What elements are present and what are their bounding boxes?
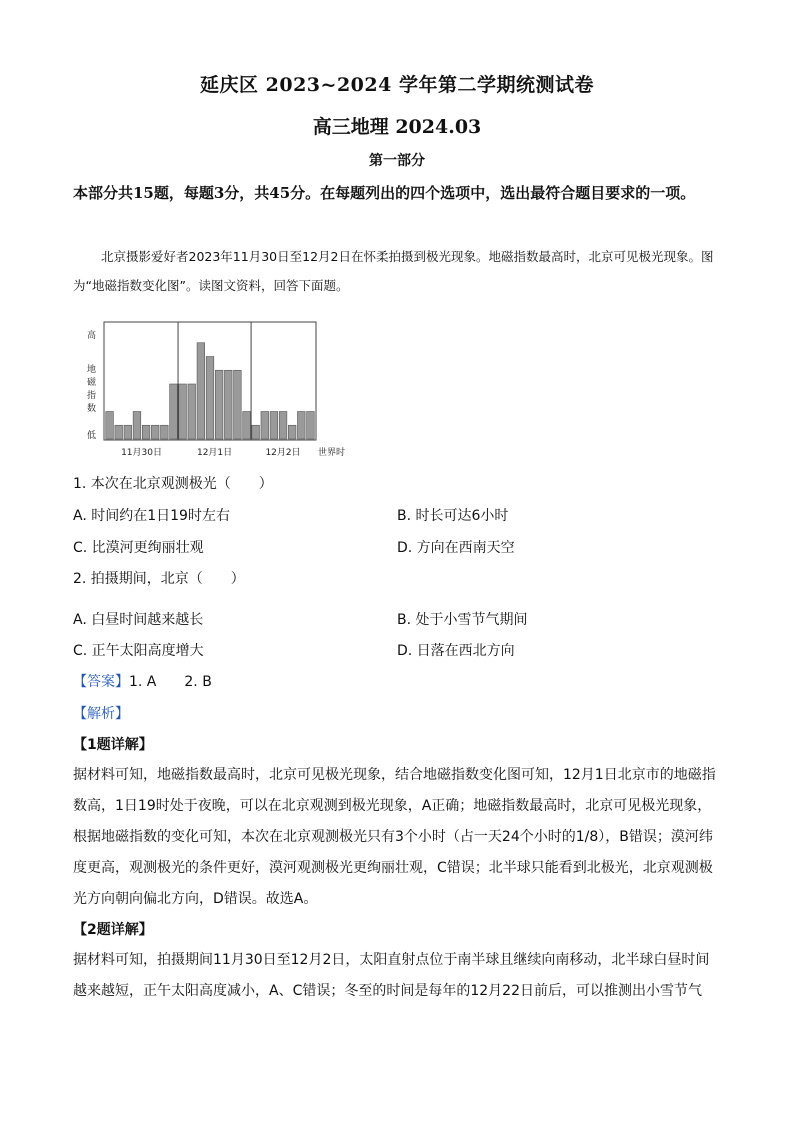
question-1-option-d: D. 方向在西南天空 [397,540,515,556]
question-2-option-a: A. 白昼时间越来越长 [73,612,204,628]
question-2-option-b: B. 处于小雪节气期间 [397,612,528,628]
question-intro: 北京摄影爱好者2023年11月30日至12月2日在怀柔拍摄到极光现象。地磁指数最高时，北京可见极光现象。图为“地磁指数变化图”。读图文资料，回答下面题。 [73,249,714,293]
chart-bar [197,343,205,439]
chart-bars [106,343,315,439]
chart-xlabel: 世界时 [318,448,346,458]
chart-bar [215,370,223,439]
chart-bar [206,357,214,440]
chart-bar [151,425,159,439]
section-heading: 第一部分 [369,153,425,169]
section-instructions: 本部分共15题，每题3分，共45分。在每题列出的四个选项中，选出最符合题目要求的一项。 [73,184,696,202]
chart-bar [243,412,251,440]
chart-bar [261,412,269,440]
chart-ylabel-high: 高 [87,331,97,341]
answer-line [73,671,212,691]
day-label-dec1: 12月1日 [196,448,233,458]
detail-1-text: 据材料可知，地磁指数最高时，北京可见极光现象，结合地磁指数变化图可知，12月1日北京市的地磁指数高，1日19时处于夜晚，可以在北京观测到极光现象，A正确；地磁指数最高时，北京可见极光现象，根据地磁指数的变化可知，本次在北京观测极光只有3个小时（占一天24个小时的1/8），B错误；漠河纬度更高，观测极光的条件更好，漠河观测极光更绚丽壮观，C错误；北半球只能看到北极光，北京观测极光方向朝向偏北方向，D错误。故选A。 [73,767,716,907]
day-label-nov30: 11月30日 [121,448,162,458]
question-1-stem: 1. 本次在北京观测极光（ ） [73,476,273,492]
chart-bar [142,425,150,439]
chart-bar [124,425,132,439]
chart-bar [307,412,315,440]
exam-subtitle: 高三地理 2024.03 [312,116,482,138]
detail-2-title: 【2题详解】 [73,922,153,938]
chart-bar [106,412,114,440]
chart-ylabel-char-2: 磁 [87,378,97,388]
answer-text: 1. A 2. B [129,674,212,690]
question-1-option-a: A. 时间约在1日19时左右 [73,508,230,524]
chart-bar [115,425,123,439]
chart-ylabel-char-1: 地 [87,365,97,375]
chart-bar [288,425,296,439]
question-2-option-c: C. 正午太阳高度增大 [73,643,204,659]
analysis-tag: 【解析】 [73,706,129,722]
exam-title: 延庆区 2023~2024 学年第二学期统测试卷 [200,74,594,96]
chart-bar [179,384,187,439]
chart-ylabel-low: 低 [87,431,97,441]
chart-bar [252,425,260,439]
question-1-option-b: B. 时长可达6小时 [397,508,509,524]
chart-ylabel-char-4: 数 [87,404,97,414]
detail-1-title: 【1题详解】 [73,737,153,753]
question-2-option-d: D. 日落在西北方向 [397,643,515,659]
chart-bar [133,412,141,440]
chart-ylabel-char-3: 指 [87,391,97,401]
geomagnetic-index-chart [78,312,378,462]
answer-tag: 【答案】 [73,674,129,690]
day-label-dec2: 12月2日 [265,448,301,458]
chart-bar [161,425,169,439]
chart-bar [224,370,232,439]
chart-bar [279,412,287,440]
chart-bar [270,412,278,440]
detail-2-text: 据材料可知，拍摄期间11月30日至12月2日，太阳直射点位于南半球且继续向南移动，北半球白昼时间越来越短，正午太阳高度减小，A、C错误；冬至的时间是每年的12月22日前后，可以推测出小雪节气 [73,952,710,999]
chart-bar [297,412,305,440]
question-1-option-c: C. 比漠河更绚丽壮观 [73,540,204,556]
chart-bar [170,384,178,439]
chart-ylabel-middle [87,363,97,414]
chart-bar [234,370,242,439]
chart-bar [188,384,196,439]
question-2-stem: 2. 拍摄期间，北京（ ） [73,571,245,587]
